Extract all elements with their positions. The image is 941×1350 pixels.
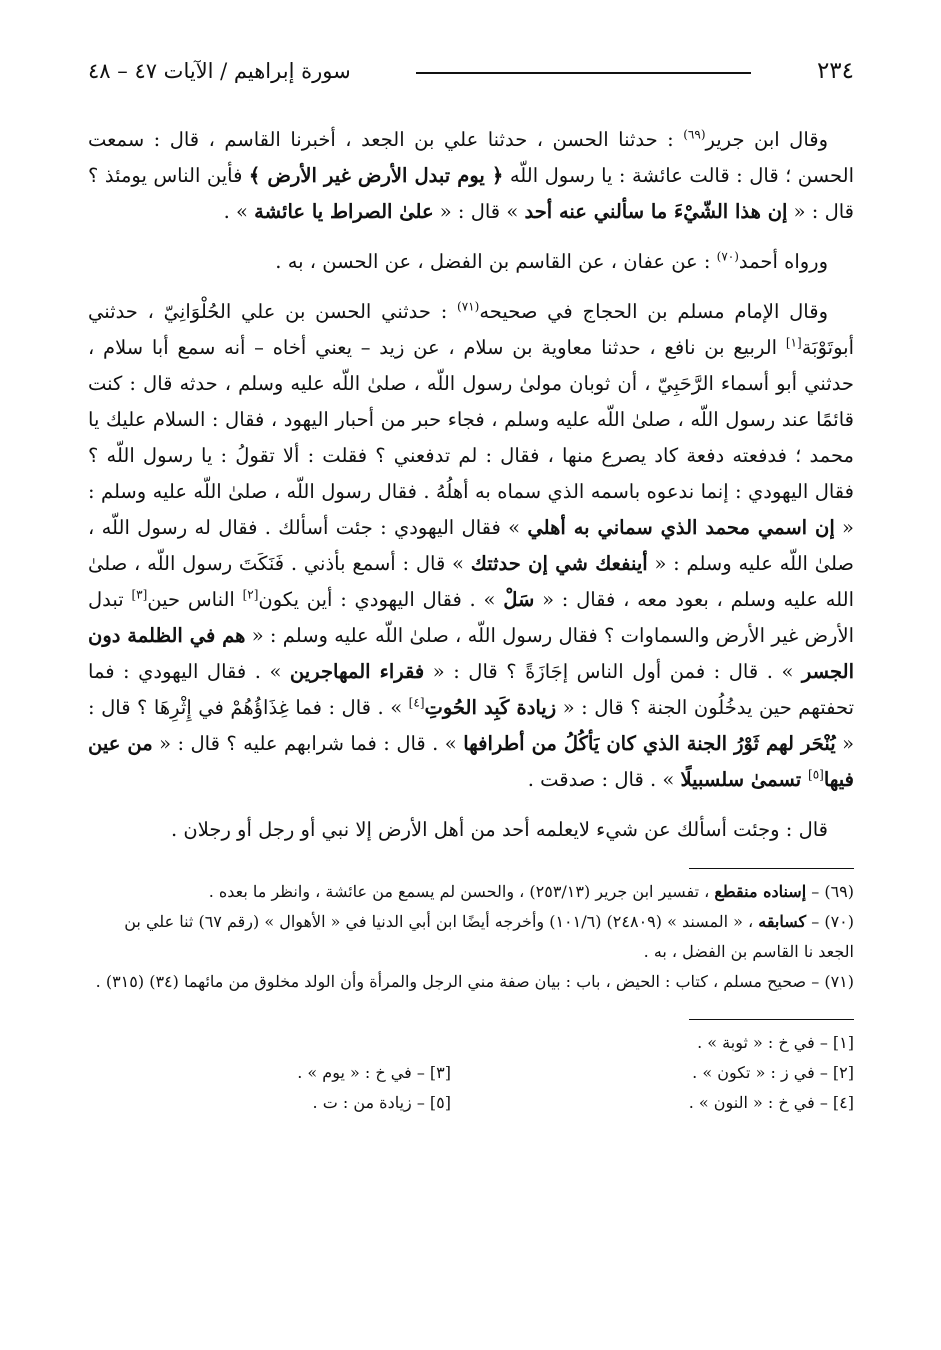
footnote-number: (٧٠) –	[806, 912, 854, 931]
text-run: ورواه أحمد	[738, 250, 828, 273]
footnote-69	[88, 877, 854, 907]
text-run: » قال : أسمع بأذني . فَنَكَتَ رسول اللّه ، صلىٰ الله عليه وسلم ، بعود معه ، فقال : «	[88, 552, 854, 611]
footnote-text: ، تفسير ابن جرير (٢٥٣/١٣) ، والحسن لم يسمع من عائشة ، وانظر ما بعده .	[208, 882, 715, 901]
footnote-text: صحيح مسلم ، كتاب : الحيض ، باب : بيان صفة مني الرجل والمرأة وأن الولد مخلوق من مائهما (٣٤) (٣١٥) .	[95, 972, 807, 991]
text-run: وقال ابن جرير	[705, 128, 828, 151]
variant-3: [٣] – في خ : « يوم » .	[297, 1063, 451, 1082]
quran-verse: ﴿ يوم تبدل الأرض غير الأرض ﴾	[248, 164, 504, 187]
variant-5: [٥] – زيادة من : ت .	[312, 1093, 451, 1112]
text-run: » . قال : فما غِذَاؤُهُمْ في إِثْرِهَا ؟ قال : «	[88, 696, 855, 755]
hadith-quote: أينفعك شي إن حدثتك	[470, 552, 648, 575]
variant-ref-5[interactable]: [٥]	[808, 767, 824, 782]
footnote-separator	[689, 868, 854, 869]
paragraph-4	[88, 812, 854, 848]
variant-4: [٤] – في خ : « النون » .	[688, 1093, 854, 1112]
page-number: ٢٣٤	[816, 58, 854, 84]
text-run: » .	[223, 200, 255, 223]
footnote-ref-71[interactable]: (٧١)	[457, 299, 480, 314]
footnote-70	[88, 907, 854, 967]
text-run: » . قال : فما شرابهم عليه ؟ قال : «	[152, 732, 464, 755]
main-text	[88, 122, 854, 848]
variant-empty	[88, 1028, 451, 1058]
footnote-71	[88, 967, 854, 997]
text-run: : حدثني الحسن بن علي الحُلْوَانِيّ ، حدثني أبوتَوْبَة	[88, 300, 854, 359]
text-run: » فقال اليهودي : جئت أسألك . فقال له رسول اللّه ، صلىٰ اللّه عليه وسلم : «	[88, 516, 854, 575]
text-run: قال : وجئت أسألك عن شيء لايعلمه أحد من أهل الأرض إلا نبي أو رجل أو رجلان .	[171, 818, 828, 841]
hadith-quote: سَلْ	[503, 588, 535, 611]
hadith-quote: فقراء المهاجرين	[289, 660, 425, 683]
variant-ref-2[interactable]: [٢]	[242, 587, 259, 602]
variant-1: [١] – في خ : « ثوبة » .	[697, 1033, 854, 1052]
text-run: الناس حين	[147, 588, 243, 611]
text-run: وقال الإمام مسلم بن الحجاج في صحيحه	[479, 300, 828, 323]
page-header	[88, 50, 854, 92]
hadith-quote: هم في الظلمة دون الجسر	[88, 624, 855, 683]
paragraph-3	[88, 294, 854, 798]
footnote-grade: كسابقه	[758, 912, 807, 931]
paragraph-1	[88, 122, 854, 230]
footnote-text: ، « المسند » (٢٤٨٠٩) (١٠١/٦) وأخرجه أيضًا ابن أبي الدنيا في « الأهوال » (رقم ٦٧) ثنا علي بن الجعد نا القاسم بن الفضل ، به .	[124, 912, 854, 961]
paragraph-2	[88, 244, 854, 280]
text-run: » . فقال اليهودي : فما تحفتهم حين يدخُلُون الجنة ؟ قال : «	[88, 660, 854, 719]
text-run: » قال : «	[433, 200, 525, 223]
text-run: تبدل الأرض غير الأرض والسماوات ؟ فقال رسول اللّه ، صلىٰ اللّه عليه وسلم : «	[88, 588, 854, 647]
manuscript-variants	[88, 1028, 854, 1118]
text-run: » . قال : فمن أول الناس إجَازَةً ؟ قال : «	[424, 660, 802, 683]
variant-2: [٢] – في ز : « تكون » .	[692, 1063, 854, 1082]
hadith-quote: يُنْحَر لهم ثَوْرُ الجنة الذي كان يَأكُلُ من أطرافها	[463, 732, 836, 755]
footnote-number: (٧١) –	[806, 972, 854, 991]
header-rule	[416, 72, 751, 74]
hadith-quote: من عين فيها	[88, 732, 854, 791]
variants-separator	[689, 1019, 854, 1020]
variant-ref-3[interactable]: [٣]	[131, 587, 148, 602]
footnote-grade: إسناده منقطع	[714, 882, 807, 901]
running-title: سورة إبراهيم / الآيات ٤٧ – ٤٨	[88, 59, 351, 83]
footnote-number: (٦٩) –	[806, 882, 854, 901]
text-run: فأين الناس يومئذ ؟ قال : «	[88, 164, 854, 223]
text-run: » . فقال اليهودي : أين يكون	[258, 588, 504, 611]
variant-ref-1[interactable]: [١]	[785, 335, 802, 350]
footnote-ref-70[interactable]: (٧٠)	[716, 249, 739, 264]
hadith-quote: زيادة كَبِد الحُوتِ	[424, 696, 557, 719]
text-run: الربيع بن نافع ، حدثنا معاوية بن سلام ، عن زيد – يعني أخاه – أنه سمع أبا سلام ، حدثني أبو أسماء الرَّحَبِيّ ، أن ثوبان مولىٰ رسول اللّه ، صلىٰ اللّه عليه وسلم ، حدثه قال : كنت قائمًا عند رسول اللّه ، صلىٰ اللّه عليه وسلم ، فجاء حبر من أحبار اليهود ، فقال : السلام عليك يا محمد ؛ فدفعته دفعة كاد يصرع منها ، فقال : لم تدفعني ؟ فقلت : ألا تقولُ : يا رسول اللّه ؟ فقال اليهودي : إنما ندعوه باسمه الذي سماه به أهلُهُ . فقال رسول اللّه ، صلىٰ اللّه عليه وسلم : «	[88, 336, 854, 539]
hadith-quote: علىٰ الصراط يا عائشة	[254, 200, 434, 223]
footnote-ref-69[interactable]: (٦٩)	[683, 127, 706, 142]
hadith-quote: إن هذا الشّيْءَ ما سألني عنه أحد	[524, 200, 788, 223]
variant-ref-4[interactable]: [٤]	[408, 695, 425, 710]
footnotes	[88, 877, 854, 997]
book-page	[88, 50, 854, 1118]
hadith-quote: إن اسمي محمد الذي سماني به أهلي	[527, 516, 835, 539]
text-run: : عن عفان ، عن القاسم بن الفضل ، عن الحسن ، به .	[275, 250, 717, 273]
hadith-quote: تسمىٰ سلسبيلًا	[680, 768, 809, 791]
text-run: : حدثنا الحسن ، حدثنا علي بن الجعد ، أخبرنا القاسم ، قال : سمعت الحسن ؛ قال : قالت عائشة : يا رسول اللّه	[88, 128, 854, 187]
text-run: » . قال : صدقت .	[527, 768, 681, 791]
